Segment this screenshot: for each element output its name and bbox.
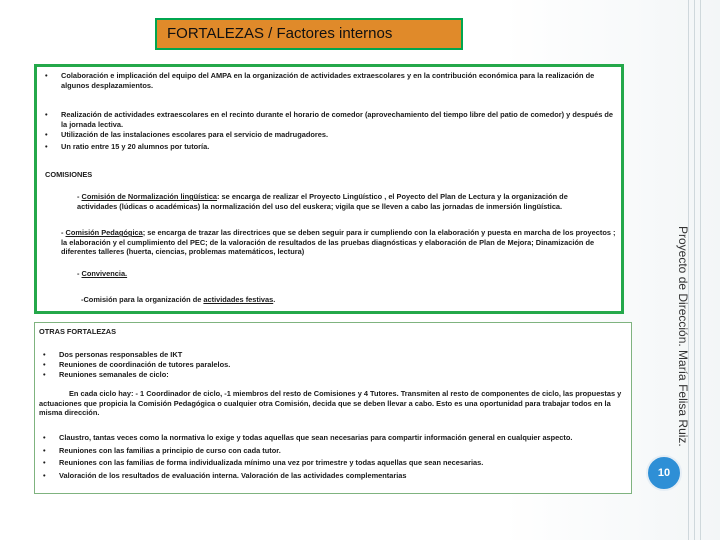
comision-convivencia: - Convivencia. xyxy=(77,269,128,278)
fortalezas-panel xyxy=(34,64,624,314)
comision-pedagogica: - Comisión Pedagógica; se encarga de trazar las directrices que se deben seguir para ir cumpliendo con la elaboración y puesta en marcha de los proyectos ; la elaboración y el cumplimiento del PEC; de la valoración de resultados de las pruebas diagnósticas y elaboración de Plan de Mejora; Dinamización de diferentes talleres (huerta, ciencias, problemas matemáticos, lectura) xyxy=(61,228,616,257)
list-item: • Valoración de los resultados de evaluación interna. Valoración de las actividades complementarias xyxy=(59,471,619,481)
comision-link: Comisión Pedagógica xyxy=(65,228,143,237)
decorative-line xyxy=(700,0,701,540)
otras-fortalezas-heading: OTRAS FORTALEZAS xyxy=(39,327,117,336)
ciclo-description: En cada ciclo hay: - 1 Coordinador de ciclo, -1 miembros del resto de Comisiones y 4 Tutores. Transmiten al resto de componentes de ciclo, las propuestas y actuaciones que propicia la Comisión Pedagógica o cualquier otra Comisión, decida que se deben llevar a cabo. Esto es una oportunidad para trabajar todos en la misma dirección. xyxy=(39,389,622,418)
comision-normalizacion: - Comisión de Normalización lingüística: se encarga de realizar el Proyecto Lingüístico , el Poyecto del Plan de Lectura y la organización de actividades (lúdicas o académicas) la normalización del uso del euskera; vigila que se lleven a cabo las jornadas de inmersión lingüística. xyxy=(77,192,568,211)
comision-link: Comisión de Normalización lingüística xyxy=(81,192,218,201)
list-item: • Reuniones de coordinación de tutores paralelos. xyxy=(59,360,619,370)
list-item: • Reuniones semanales de ciclo: xyxy=(59,370,619,380)
comision-link: Convivencia. xyxy=(81,269,128,278)
comisiones-heading: COMISIONES xyxy=(45,170,93,179)
slide-title-box xyxy=(155,18,463,50)
page-number-badge: 10 xyxy=(646,455,682,491)
otras-fortalezas-panel xyxy=(34,322,632,494)
slide-title: FORTALEZAS / Factores internos xyxy=(167,25,393,42)
comision-festivas: -Comisión para la organización de actividades festivas. xyxy=(81,295,276,304)
list-item: • Claustro, tantas veces como la normativa lo exige y todas aquellas que sean necesarias para compartir información general en cualquier aspecto. xyxy=(59,433,619,443)
list-item: • Colaboración e implicación del equipo del AMPA en la organización de actividades extraescolares y en la contribución económica para la realización de algunos desplazamientos. xyxy=(61,71,617,90)
decorative-line xyxy=(694,0,695,540)
list-item: • Dos personas responsables de IKT xyxy=(59,350,619,360)
list-item: • Utilización de las instalaciones escolares para el servicio de madrugadores. xyxy=(61,130,617,140)
list-item: • Un ratio entre 15 y 20 alumnos por tutoría. xyxy=(61,142,617,152)
list-item: • Reuniones con las familias a principio de curso con cada tutor. xyxy=(59,446,619,456)
comision-link: actividades festivas xyxy=(203,295,274,304)
side-caption: Proyecto de Dirección. María Felisa Ruiz. xyxy=(676,226,690,447)
list-item: • Realización de actividades extraescolares en el recinto durante el horario de comedor (aprovechamiento del tiempo libre del patio de comedor) y después de la jornada lectiva. xyxy=(61,110,617,129)
list-item: • Reuniones con las familias de forma individualizada mínimo una vez por trimestre y todas aquellas que sean necesarias. xyxy=(59,458,619,468)
